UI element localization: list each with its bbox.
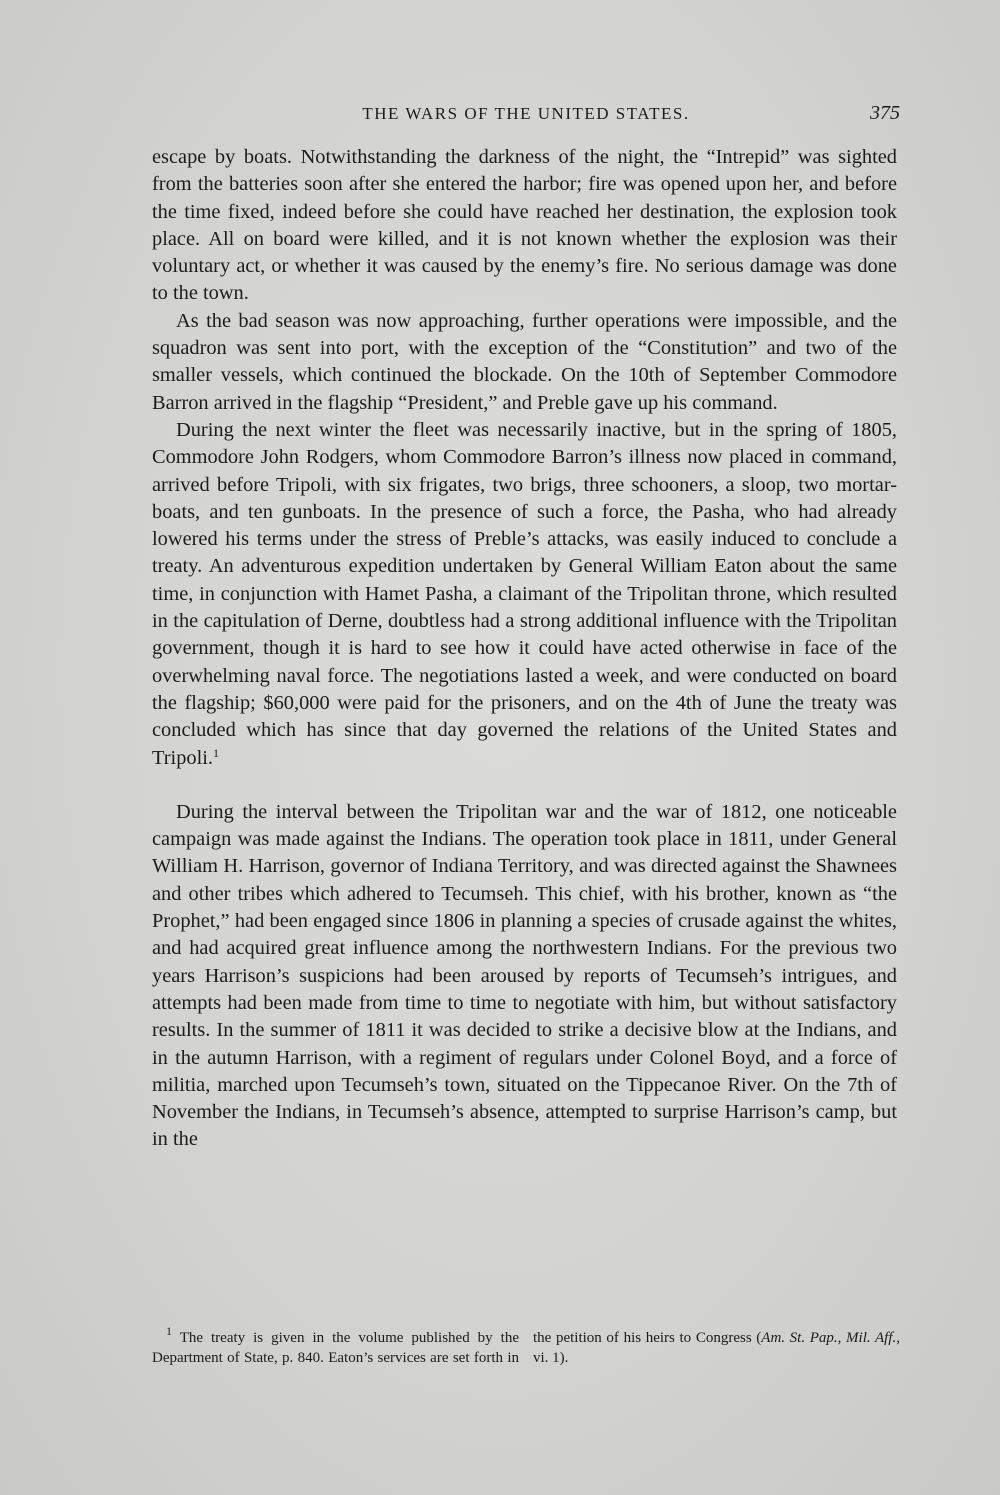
footnotes	[152, 1324, 900, 1368]
page-number: 375	[870, 102, 900, 124]
footnote-text: The treaty is given in the volume published by the Department of State, p. 840. Eaton’s services are set forth in the petition of his heirs to Congress (	[152, 1330, 762, 1366]
running-head: THE WARS OF THE UNITED STATES.	[362, 104, 690, 123]
footnote-reference: 1	[213, 745, 220, 760]
footnote-text-end: , vi. 1).	[533, 1330, 900, 1366]
paragraph-tecumseh: During the interval between the Tripolitan war and the war of 1812, one noticeable campaign was made against the Indians. The operation took place in 1811, under General William H. Harrison, governor of Indiana Territory, and was directed against the Shawnees and other tribes which adhered to Tecumseh. This chief, with his brother, known as “the Prophet,” had been engaged since 1806 in planning a species of crusade against the whites, and had acquired great influence among the northwestern Indians. For the previous two years Harrison’s suspicions had been aroused by reports of Tecumseh’s intrigues, and attempts had been made from time to time to negotiate with him, but without satisfactory results. In the summer of 1811 it was decided to strike a decisive blow at the Indians, and in the autumn Harrison, with a regiment of regulars under Colonel Boyd, and a force of militia, marched upon Tecumseh’s town, situated on the Tippecanoe River. On the 7th of November the Indians, in Tecumseh’s absence, attempted to surprise Harrison’s camp, but in the	[152, 800, 897, 1151]
footnote-citation: Am. St. Pap., Mil. Aff.	[761, 1330, 897, 1346]
paragraph-rodgers-treaty	[152, 417, 897, 772]
footnote-marker: 1	[166, 1324, 172, 1338]
paragraph-rodgers-treaty-text: During the next winter the fleet was necessarily inactive, but in the spring of 1805, Commodore John Rodgers, whom Commodore Barron’s illness now placed in command, arrived before Tripoli, with six frigates, two brigs, three schooners, a sloop, two mortar-boats, and ten gunboats. In the presence of such a force, the Pasha, who had already lowered his terms under the stress of Preble’s attacks, was easily induced to conclude a treaty. An adventurous expedition undertaken by General William Eaton about the same time, in conjunction with Hamet Pasha, a claimant of the Tripolitan throne, which resulted in the capitulation of Derne, doubtless had a strong additional influence with the Tripolitan government, though it is hard to see how it could have acted otherwise in face of the overwhelming naval force. The negotiations lasted a week, and were conducted on board the flagship; $60,000 were paid for the prisoners, and on the 4th of June the treaty was concluded which has since that day governed the relations of the United States and Tripoli.	[152, 418, 897, 769]
body-text	[152, 144, 897, 1154]
paragraph-continued: escape by boats. Notwithstanding the darkness of the night, the “Intrepid” was sighted from the batteries soon after she entered the harbor; fire was opened upon her, and before the time fixed, indeed before she could have reached her destination, the explosion took place. All on board were killed, and it is not known whether the explosion was their voluntary act, or whether it was caused by the enemy’s fire. No serious damage was done to the town.	[152, 146, 897, 305]
page-header	[152, 100, 900, 130]
paragraph-bad-season: As the bad season was now approaching, further operations were impossible, and the squadron was sent into port, with the exception of the “Constitution” and two of the smaller vessels, which continued the blockade. On the 10th of September Commodore Barron arrived in the flagship “President,” and Preble gave up his command.	[152, 309, 897, 414]
footnote-1	[152, 1324, 900, 1368]
